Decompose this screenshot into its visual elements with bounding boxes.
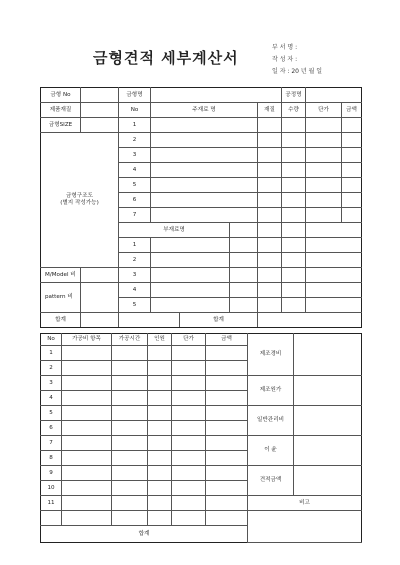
unit-price-cell[interactable] xyxy=(172,346,206,361)
unit-price-cell[interactable] xyxy=(306,148,342,163)
quantity-cell[interactable] xyxy=(282,118,306,133)
unit-price-cell[interactable] xyxy=(282,253,306,268)
quantity-cell[interactable] xyxy=(258,268,282,283)
item-cell[interactable] xyxy=(62,346,112,361)
manufacturing-cost-label: 제조원가 xyxy=(248,376,294,406)
process-name-input[interactable] xyxy=(306,88,362,103)
quantity-cell[interactable] xyxy=(282,163,306,178)
remarks-label: 비고 xyxy=(248,496,362,511)
product-material-label: 제품재질 xyxy=(41,103,81,118)
main-material-cell[interactable] xyxy=(151,118,258,133)
amount-cell[interactable] xyxy=(306,298,362,313)
item-cell[interactable] xyxy=(62,511,112,526)
quantity-cell[interactable] xyxy=(258,283,282,298)
row-no: 2 xyxy=(119,253,151,268)
sub-material-cell[interactable] xyxy=(151,253,230,268)
unit-price-cell[interactable] xyxy=(282,298,306,313)
quantity-cell[interactable] xyxy=(258,223,282,238)
row-no xyxy=(41,511,62,526)
material-cell[interactable] xyxy=(230,268,258,283)
row-no: 11 xyxy=(41,496,62,511)
unit-price-cell[interactable] xyxy=(172,466,206,481)
processing-item-header: 가공비 항목 xyxy=(62,334,112,346)
item-cell[interactable] xyxy=(62,406,112,421)
unit-price-cell[interactable] xyxy=(172,361,206,376)
sub-material-cell[interactable] xyxy=(151,268,230,283)
amount-cell[interactable] xyxy=(342,148,362,163)
unit-price-cell[interactable] xyxy=(172,451,206,466)
amount-cell[interactable] xyxy=(206,406,248,421)
unit-price-cell[interactable] xyxy=(306,133,342,148)
product-material-input[interactable] xyxy=(81,103,119,118)
estimate-amount-input[interactable] xyxy=(294,466,362,496)
time-cell[interactable] xyxy=(112,346,148,361)
quantity-cell[interactable] xyxy=(258,238,282,253)
time-cell[interactable] xyxy=(112,361,148,376)
row-no: 5 xyxy=(41,406,62,421)
amount-cell[interactable] xyxy=(306,268,362,283)
row-no: 4 xyxy=(119,283,151,298)
material-cell[interactable] xyxy=(258,118,282,133)
row-no: 5 xyxy=(119,298,151,313)
manufacturing-overhead-input[interactable] xyxy=(294,334,362,376)
amount-cell[interactable] xyxy=(306,223,362,238)
material-cell[interactable] xyxy=(258,208,282,223)
row-no: 4 xyxy=(119,163,151,178)
amount-cell[interactable] xyxy=(206,451,248,466)
processing-cost-table xyxy=(40,333,362,543)
unit-price-cell[interactable] xyxy=(282,223,306,238)
row-no: 2 xyxy=(41,361,62,376)
row-no: 3 xyxy=(119,268,151,283)
amount-cell[interactable] xyxy=(206,376,248,391)
time-cell[interactable] xyxy=(112,391,148,406)
unit-price-cell[interactable] xyxy=(172,406,206,421)
workers-header: 인원 xyxy=(148,334,172,346)
amount-cell[interactable] xyxy=(206,391,248,406)
time-cell[interactable] xyxy=(112,466,148,481)
main-material-cell[interactable] xyxy=(151,208,258,223)
amount-cell[interactable] xyxy=(206,481,248,496)
amount-cell[interactable] xyxy=(206,421,248,436)
row-no: 4 xyxy=(41,391,62,406)
total-spacer xyxy=(119,313,180,328)
mold-name-label: 금형명 xyxy=(119,88,151,103)
unit-price-cell[interactable] xyxy=(172,481,206,496)
amount-cell[interactable] xyxy=(342,178,362,193)
quantity-cell[interactable] xyxy=(282,133,306,148)
general-admin-input[interactable] xyxy=(294,406,362,436)
time-cell[interactable] xyxy=(112,496,148,511)
main-material-cell[interactable] xyxy=(151,178,258,193)
pattern-cost-input[interactable] xyxy=(81,283,119,313)
manufacturing-overhead-label: 제조경비 xyxy=(248,334,294,376)
time-cell[interactable] xyxy=(112,406,148,421)
time-cell[interactable] xyxy=(112,481,148,496)
amount-cell[interactable] xyxy=(306,253,362,268)
row-no: 10 xyxy=(41,481,62,496)
structure-label: 금형구조도 xyxy=(65,193,94,200)
amount-cell[interactable] xyxy=(306,238,362,253)
amount-cell[interactable] xyxy=(342,208,362,223)
material-header: 재질 xyxy=(258,103,282,118)
material-cell[interactable] xyxy=(230,238,258,253)
structure-note: (별지 작성가능) xyxy=(60,200,99,206)
time-cell[interactable] xyxy=(112,436,148,451)
workers-cell[interactable] xyxy=(148,406,172,421)
sub-material-cell[interactable] xyxy=(151,298,230,313)
main-material-cell[interactable] xyxy=(151,148,258,163)
row-no: 1 xyxy=(119,118,151,133)
document-title: 금형견적 세부계산서 xyxy=(93,49,239,67)
material-cell[interactable] xyxy=(230,298,258,313)
amount-cell[interactable] xyxy=(342,133,362,148)
estimate-amount-label: 견적금액 xyxy=(248,466,294,496)
unit-price-cell[interactable] xyxy=(306,193,342,208)
time-cell[interactable] xyxy=(112,421,148,436)
time-cell[interactable] xyxy=(112,511,148,526)
no-header: No xyxy=(119,103,151,118)
row-no: 7 xyxy=(119,208,151,223)
remarks-input[interactable] xyxy=(248,511,362,543)
right-total-input[interactable] xyxy=(258,313,362,328)
workers-cell[interactable] xyxy=(148,421,172,436)
bottom-total-label: 합계 xyxy=(41,526,248,543)
item-cell[interactable] xyxy=(62,481,112,496)
general-admin-label: 일반관리비 xyxy=(248,406,294,436)
time-cell[interactable] xyxy=(112,376,148,391)
row-no: 5 xyxy=(119,178,151,193)
material-cell[interactable] xyxy=(230,223,258,238)
mold-no-label: 금형 No xyxy=(41,88,81,103)
sub-material-cell[interactable] xyxy=(151,283,230,298)
row-no: 3 xyxy=(119,148,151,163)
item-cell[interactable] xyxy=(62,361,112,376)
unit-price-cell[interactable] xyxy=(306,178,342,193)
mold-no-input[interactable] xyxy=(81,88,119,103)
pattern-cost-label: pattern 비 xyxy=(41,283,81,313)
material-cell[interactable] xyxy=(230,283,258,298)
workers-cell[interactable] xyxy=(148,511,172,526)
main-material-cell[interactable] xyxy=(151,133,258,148)
unit-price-cell[interactable] xyxy=(282,238,306,253)
unit-price-cell[interactable] xyxy=(282,268,306,283)
amount-cell[interactable] xyxy=(206,496,248,511)
process-name-label: 공정명 xyxy=(282,88,306,103)
main-material-name-header: 주재료 명 xyxy=(151,103,258,118)
material-cost-table xyxy=(40,87,362,328)
workers-cell[interactable] xyxy=(148,436,172,451)
model-cost-input[interactable] xyxy=(81,268,119,283)
sub-material-header: 부재료명 xyxy=(119,223,230,238)
row-no: 3 xyxy=(41,376,62,391)
unit-price-cell[interactable] xyxy=(172,436,206,451)
material-cell[interactable] xyxy=(258,163,282,178)
amount-cell[interactable] xyxy=(342,118,362,133)
amount-cell[interactable] xyxy=(206,466,248,481)
amount-cell[interactable] xyxy=(306,283,362,298)
left-total-input[interactable] xyxy=(81,313,119,328)
workers-cell[interactable] xyxy=(148,376,172,391)
profit-label: 이 윤 xyxy=(248,436,294,466)
workers-cell[interactable] xyxy=(148,391,172,406)
quantity-cell[interactable] xyxy=(282,178,306,193)
bottom-no-header: No xyxy=(41,334,62,346)
manufacturing-cost-input[interactable] xyxy=(294,376,362,406)
unit-price-cell[interactable] xyxy=(172,376,206,391)
unit-price-cell[interactable] xyxy=(282,283,306,298)
left-total-label: 합계 xyxy=(41,313,81,328)
row-no: 8 xyxy=(41,451,62,466)
sub-material-cell[interactable] xyxy=(151,238,230,253)
workers-cell[interactable] xyxy=(148,466,172,481)
bottom-amount-header: 금액 xyxy=(206,334,248,346)
unit-price-cell[interactable] xyxy=(172,421,206,436)
workers-cell[interactable] xyxy=(148,346,172,361)
material-cell[interactable] xyxy=(258,193,282,208)
unit-price-cell[interactable] xyxy=(306,118,342,133)
amount-cell[interactable] xyxy=(206,361,248,376)
processing-time-header: 가공시간 xyxy=(112,334,148,346)
amount-cell[interactable] xyxy=(206,436,248,451)
row-no: 6 xyxy=(41,421,62,436)
workers-cell[interactable] xyxy=(148,451,172,466)
amount-cell[interactable] xyxy=(206,346,248,361)
item-cell[interactable] xyxy=(62,451,112,466)
material-cell[interactable] xyxy=(258,178,282,193)
bottom-unit-price-header: 단가 xyxy=(172,334,206,346)
unit-price-header: 단가 xyxy=(306,103,342,118)
main-material-cell[interactable] xyxy=(151,163,258,178)
item-cell[interactable] xyxy=(62,436,112,451)
right-total-label: 합계 xyxy=(180,313,258,328)
row-no: 9 xyxy=(41,466,62,481)
mold-size-label: 금형SIZE xyxy=(41,118,81,133)
row-no: 1 xyxy=(41,346,62,361)
profit-input[interactable] xyxy=(294,436,362,466)
amount-header: 금액 xyxy=(342,103,362,118)
unit-price-cell[interactable] xyxy=(172,511,206,526)
quantity-cell[interactable] xyxy=(282,148,306,163)
main-material-cell[interactable] xyxy=(151,193,258,208)
workers-cell[interactable] xyxy=(148,481,172,496)
item-cell[interactable] xyxy=(62,421,112,436)
row-no: 7 xyxy=(41,436,62,451)
item-cell[interactable] xyxy=(62,391,112,406)
unit-price-cell[interactable] xyxy=(172,391,206,406)
unit-price-cell[interactable] xyxy=(306,208,342,223)
row-no: 2 xyxy=(119,133,151,148)
quantity-cell[interactable] xyxy=(282,193,306,208)
amount-cell[interactable] xyxy=(206,511,248,526)
date-field[interactable]: 일 자 : 20 년 월 일 xyxy=(272,68,323,75)
item-cell[interactable] xyxy=(62,466,112,481)
item-cell[interactable] xyxy=(62,376,112,391)
quantity-cell[interactable] xyxy=(258,253,282,268)
amount-cell[interactable] xyxy=(342,163,362,178)
row-no: 1 xyxy=(119,238,151,253)
dept-field[interactable]: 부 서 명 : xyxy=(272,44,298,51)
quantity-header: 수량 xyxy=(282,103,306,118)
row-no: 6 xyxy=(119,193,151,208)
unit-price-cell[interactable] xyxy=(306,163,342,178)
mold-structure-area[interactable] xyxy=(41,133,119,268)
material-cell[interactable] xyxy=(258,133,282,148)
material-cell[interactable] xyxy=(230,253,258,268)
quantity-cell[interactable] xyxy=(282,208,306,223)
mold-name-input[interactable] xyxy=(151,88,282,103)
amount-cell[interactable] xyxy=(342,193,362,208)
workers-cell[interactable] xyxy=(148,496,172,511)
mold-size-input[interactable] xyxy=(81,118,119,133)
workers-cell[interactable] xyxy=(148,361,172,376)
material-cell[interactable] xyxy=(258,148,282,163)
item-cell[interactable] xyxy=(62,496,112,511)
writer-field[interactable]: 작 성 자 : xyxy=(272,56,298,63)
quantity-cell[interactable] xyxy=(258,298,282,313)
unit-price-cell[interactable] xyxy=(172,496,206,511)
model-cost-label: M/Model 비 xyxy=(41,268,81,283)
time-cell[interactable] xyxy=(112,451,148,466)
